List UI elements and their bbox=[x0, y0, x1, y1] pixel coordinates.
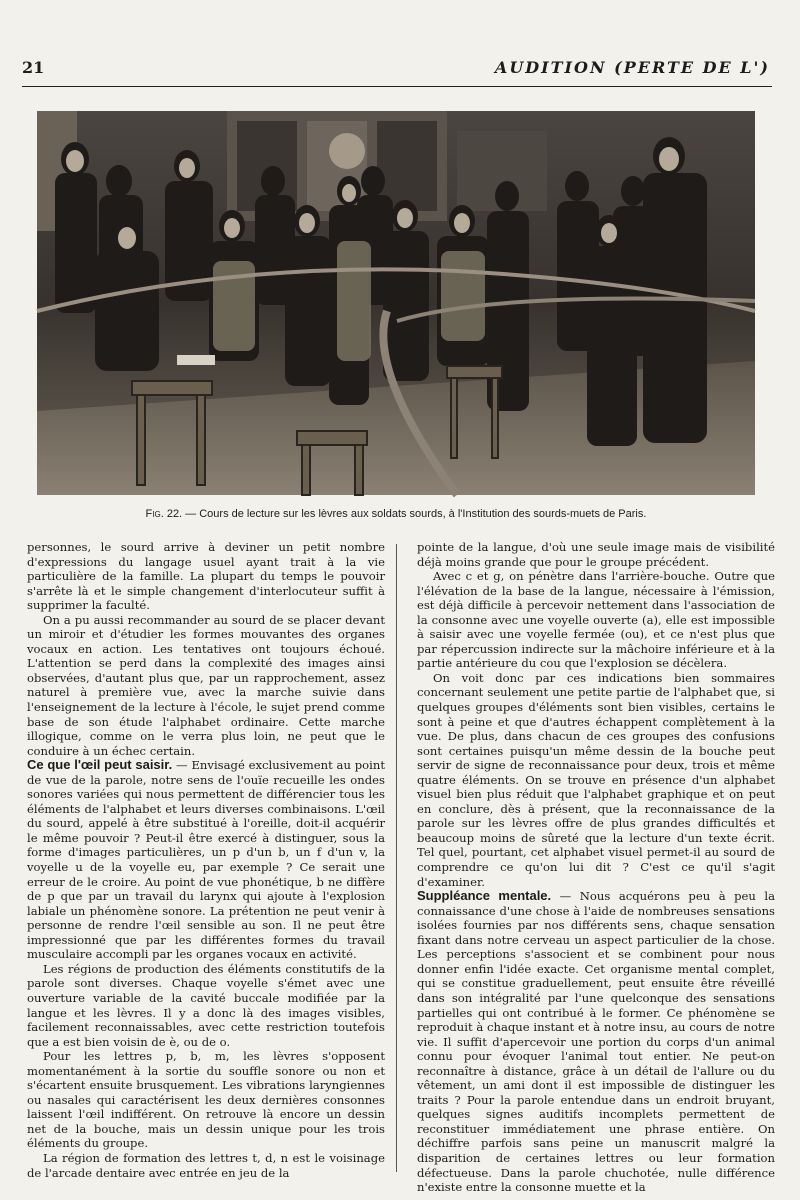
paragraph: La région de formation des lettres t, d, n est le voisinage de l'arcade dentaire avec entrée en jeu de la bbox=[27, 1150, 385, 1180]
page-number: 21 bbox=[22, 58, 45, 77]
section-text: — Envisagé exclusivement au point de vue de la parole, notre sens de l'ouïe recueille les ondes sonores variées qui nous permettent de différencier tous les éléments de l'alphabet et leurs diverses combinaisons. L'œil du sourd, appelé à être substitué à l'oreille, doit-il acquérir le même pouvoir ? Peut-il être exercé à distinguer, sous la forme d'images particulières, un p d'un b, un f d'un v, la voyelle u de la voyelle eu, par exemple ? Ce serait une erreur de le croire. Au point de vue phonétique, b ne diffère de p que par un travail du larynx qui ajoute à l'explosion labiale un phénomène sonore. La prétention ne peut venir à personne de rendre l'œil sensible au son. Il ne peut être impressionné que par les différentes formes du travail musculaire accompli par les organes vocaux en activité. bbox=[27, 758, 385, 962]
section-heading: Suppléance mentale. bbox=[417, 888, 552, 904]
page-header bbox=[22, 54, 770, 80]
figure-caption bbox=[37, 508, 755, 520]
paragraph: personnes, le sourd arrive à deviner un petit nombre d'expressions du langage usuel ayant trait à la vie particulière de la famille. La plupart du temps le pouvoir s'arrête là et le simple changement d'interlocuteur suffit à supprimer la faculté. bbox=[27, 540, 385, 613]
figure-photograph bbox=[37, 111, 755, 495]
right-column bbox=[417, 540, 775, 1195]
section-paragraph bbox=[27, 758, 385, 962]
section-paragraph bbox=[417, 889, 775, 1194]
section-text: — Nous acquérons peu à peu la connaissance d'une chose à l'aide de nombreuses sensations isolées fournies par nos différents sens, chaque sensation fixant dans notre cerveau un aspect particulier de la chose. Les perceptions s'associent et se combinent pour nous donner enfin l'idée exacte. Cet organisme mental complet, qui se constitue graduellement, peut ensuite être réveillé dans son intégralité par l'une quelconque des sensations partielles qui ont contribué à le former. Ce phénomène se reproduit à chaque instant et à notre insu, au cours de notre vie. Il suffit d'apercevoir une portion du corps d'un animal connu pour évoquer l'animal tout entier. Ne peut-on reconnaître à distance, grâce à un détail de l'allure ou du vêtement, un ami dont il est impossible de distinguer les traits ? Pour la parole entendue dans un endroit bruyant, quelques signes auditifs incomplets permettent de reconstituer immédiatement une phrase entière. On déchiffre parfois sans peine un manuscrit malgré la disparition de certaines lettres ou leur formation défectueuse. Dans la parole chuchotée, nulle différence n'existe entre la consonne muette et la bbox=[417, 889, 775, 1195]
paragraph: On a pu aussi recommander au sourd de se placer devant un miroir et d'étudier les formes mouvantes des organes vocaux en action. Les tentatives ont toujours échoué. L'attention se perd dans la complexité des images ainsi observées, d'autant plus que, par un rapprochement, assez naturel à première vue, avec la marche suivie dans l'enseignement de la lecture à l'école, le sujet prend comme base de son étude l'alphabet ordinaire. Cette marche illogique, comme on le verra plus loin, ne peut que le conduire à un échec certain. bbox=[27, 612, 385, 758]
figure-label: Fig. 22. bbox=[145, 508, 183, 520]
caption-text: — Cours de lecture sur les lèvres aux soldats sourds, à l'Institution des sourds-muets de Paris. bbox=[182, 508, 647, 520]
paragraph: On voit donc par ces indications bien sommaires concernant seulement une petite partie de l'alphabet que, si quelques groupes d'éléments sont bien visibles, certains le sont à peine et que d'autres échappent complètement à la vue. De plus, dans chacun de ces groupes des confusions sont certaines puisqu'un même dessin de la bouche peut servir de signe de reconnaissance pour deux, trois et même quatre éléments. On se trouve en présence d'un alphabet visuel bien plus réduit que l'alphabet graphique et on peut en conclure, dès à présent, que la reconnaissance de la parole sur les lèvres offre de plus grandes difficultés et beaucoup moins de sûreté que la lecture d'un texte écrit. Tel quel, pourtant, cet alphabet visuel permet-il au sourd de comprendre ce qu'on lui dit ? C'est ce qu'il s'agit d'examiner. bbox=[417, 670, 775, 889]
running-head: AUDITION (PERTE DE L') bbox=[494, 58, 770, 77]
section-heading: Ce que l'œil peut saisir. bbox=[27, 757, 173, 773]
left-column bbox=[27, 540, 385, 1180]
paragraph: pointe de la langue, d'où une seule image mais de visibilité déjà moins grande que pour le groupe précédent. bbox=[417, 540, 775, 569]
paragraph: Les régions de production des éléments constitutifs de la parole sont diverses. Chaque voyelle s'émet avec une ouverture variable de la cavité buccale modifiée par la langue et les lèvres. Il y a donc là des images visibles, facilement reconnaissables, avec cette restriction toutefois que a est bien voisin de è, ou de o. bbox=[27, 961, 385, 1049]
paragraph: Pour les lettres p, b, m, les lèvres s'opposent momentanément à la sortie du souffle sonore ou non et s'écartent ensuite brusquement. Les vibrations laryngiennes ou nasales qui caractérisent les deux dernières consonnes laissent l'œil indifférent. On retrouve là encore un dessin net de la bouche, mais un dessin unique pour les trois éléments du groupe. bbox=[27, 1049, 385, 1151]
column-divider bbox=[396, 544, 397, 1172]
paragraph: Avec c et g, on pénètre dans l'arrière-bouche. Outre que l'élévation de la base de la langue, nécessaire à l'émission, est déjà difficile à percevoir nettement dans l'association de la consonne avec une voyelle ouverte (a), elle est impossible à saisir avec une voyelle fermée (ou), et ce n'est plus que par répercussion indirecte sur la mâchoire inférieure et à la partie antérieure du cou que l'explosion se décèlera. bbox=[417, 569, 775, 671]
classroom-photo bbox=[37, 111, 755, 495]
header-rule bbox=[22, 86, 772, 87]
